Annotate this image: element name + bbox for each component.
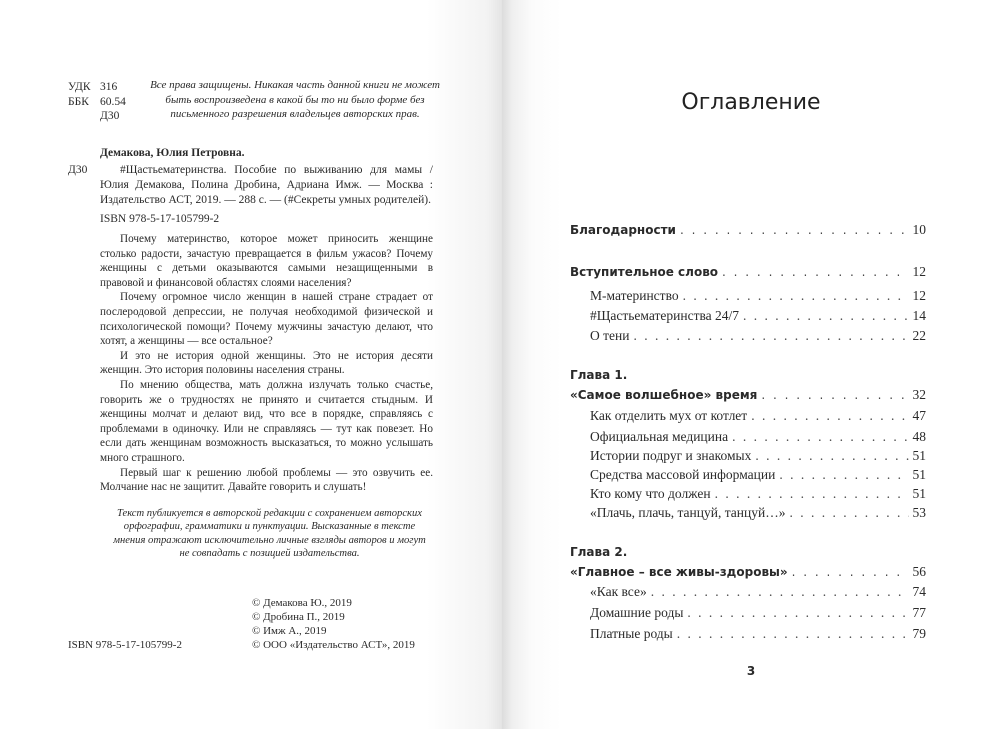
toc-entry xyxy=(590,485,926,503)
dot-leader xyxy=(680,221,909,239)
toc-label: Платные роды xyxy=(590,626,673,641)
toc-page: 47 xyxy=(912,408,926,423)
bibliographic-record: #Щастьематеринства. Пособие по выживанию для мамы / Юлия Демакова, Полина Дробина, Адриана Имж. — Москва : Издательство АСТ, 2019. — 288 с. — (#Секреты умных родителей). xyxy=(100,164,433,206)
annotation-paragraph: И это не история одной женщины. Это не история десяти женщин. Это история половины населения страны. xyxy=(100,349,433,377)
dot-leader xyxy=(761,386,908,404)
dot-leader xyxy=(651,583,909,601)
copyright-line: © Имж А., 2019 xyxy=(252,625,327,637)
toc-label: Благодарности xyxy=(570,223,676,237)
toc-entry xyxy=(590,287,926,305)
toc-label: «Плачь, плачь, танцуй, танцуй…» xyxy=(590,505,786,520)
toc-label: О тени xyxy=(590,328,630,343)
toc-label: «Главное – все живы-здоровы» xyxy=(570,565,788,579)
copyright-line: © Демакова Ю., 2019 xyxy=(252,597,352,609)
toc-entry xyxy=(590,447,926,465)
dot-leader xyxy=(789,504,908,522)
code-value: 316 xyxy=(100,81,118,93)
chapter-heading: Глава 1. xyxy=(570,368,628,382)
annotation-paragraph: По мнению общества, мать должна излучать только счастье, говорить же о трудностях не принято и считается стыдным. И женщины молчат и делают вид, что все в порядке, справляясь с проблемами в одиночку. Или не справляясь — тут как повезет. Но если дать женщинам возможность высказаться, то можно услышать много страшного. xyxy=(100,378,433,464)
dot-leader xyxy=(687,604,908,622)
dot-leader xyxy=(677,625,909,643)
toc-page: 56 xyxy=(912,564,926,579)
dot-leader xyxy=(743,307,908,325)
toc-label: Домашние роды xyxy=(590,605,684,620)
toc-label: Вступительное слово xyxy=(570,265,719,279)
toc-label: «Самое волшебное» время xyxy=(570,388,758,402)
classification-codes xyxy=(68,80,144,124)
toc-page: 32 xyxy=(912,387,926,402)
toc-page: 51 xyxy=(912,467,926,482)
annotation-paragraph: Почему материнство, которое может приносить женщине столько радости, зачастую превращается в фильм ужасов? Почему женщины с детьми оказываются самыми незащищенными в правовой и финансовой областях слоями населения? xyxy=(100,233,433,289)
toc-entry xyxy=(590,307,926,325)
toc-page: 10 xyxy=(912,222,926,237)
toc-entry xyxy=(590,428,926,446)
toc-page: 79 xyxy=(912,626,926,641)
dot-leader xyxy=(633,327,908,345)
dot-leader xyxy=(792,563,909,581)
dot-leader xyxy=(683,287,909,305)
toc-entry xyxy=(590,604,926,622)
toc-label: Средства массовой информации xyxy=(590,467,776,482)
bibliographic-entry xyxy=(68,163,433,208)
toc-page: 74 xyxy=(912,584,926,599)
toc-entry xyxy=(590,583,926,601)
toc-entry xyxy=(590,504,926,522)
chapter-heading: Глава 2. xyxy=(570,545,628,559)
toc-entry xyxy=(570,563,926,581)
copyright-block xyxy=(252,596,433,652)
toc-page: 14 xyxy=(912,308,926,323)
author-name: Демакова, Юлия Петровна. xyxy=(100,147,245,159)
annotation-paragraph: Почему огромное число женщин в нашей стране страдает от послеродовой депрессии, не получая необходимой физической и психологической помощи? Почему мужчины зачастую делают, что хотят, а женщины — все остальное? xyxy=(100,291,433,348)
toc-page: 22 xyxy=(912,328,926,343)
annotation xyxy=(68,232,433,495)
toc-label: Официальная медицина xyxy=(590,429,729,444)
code-label: УДК xyxy=(68,81,91,93)
toc-page: 12 xyxy=(912,288,926,303)
code-value: 60.54 xyxy=(100,95,126,108)
copyright-line: © ООО «Издательство АСТ», 2019 xyxy=(252,639,415,651)
toc-label: М-материнство xyxy=(590,288,679,303)
toc-page: 51 xyxy=(912,486,926,501)
catalog-code: Д30 xyxy=(68,164,88,176)
dot-leader xyxy=(732,428,908,446)
dot-leader xyxy=(722,263,908,281)
toc-entry xyxy=(570,221,926,239)
toc-page: 12 xyxy=(912,264,926,279)
rights-notice: Все права защищены. Никакая часть данной книги не может быть воспроизведена в какой бы то ни было форме без письменного разрешения владельцев авторских прав. xyxy=(150,79,440,120)
toc-entry xyxy=(590,625,926,643)
code-label: ББК xyxy=(68,95,89,108)
toc-label: «Как все» xyxy=(590,584,647,599)
toc-entry xyxy=(570,386,926,404)
toc-entry xyxy=(590,466,926,484)
annotation-paragraph: Первый шаг к решению любой проблемы — это озвучить ее. Молчание нас не защитит. Давайте говорить и слушать! xyxy=(100,466,433,494)
toc-page: 48 xyxy=(912,429,926,444)
code-value: Д30 xyxy=(100,110,120,122)
spacer xyxy=(68,561,433,596)
dot-leader xyxy=(755,447,908,465)
toc-label: #Щастьематеринства 24/7 xyxy=(590,308,740,323)
toc-page: 53 xyxy=(912,505,926,520)
toc-entry xyxy=(570,263,926,281)
dot-leader xyxy=(715,485,909,503)
editorial-note: Текст публикуется в авторской редакции с сохранением авторских орфографии, грамматики и пунктуации. Высказанные в тексте мнения отражают исключительно личные взгляды авторов и могут не совпадать с позицией издательства. xyxy=(113,507,426,560)
page-number: 3 xyxy=(746,664,756,678)
dot-leader xyxy=(751,407,908,425)
isbn: ISBN 978-5-17-105799-2 xyxy=(100,213,220,225)
right-page xyxy=(502,0,1000,729)
toc-page: 51 xyxy=(912,448,926,463)
page-title: Оглавление xyxy=(681,90,821,115)
toc-entry xyxy=(590,327,926,345)
toc-label: Как отделить мух от котлет xyxy=(590,408,748,423)
toc-label: Истории подруг и знакомых xyxy=(590,448,752,463)
isbn-bottom: ISBN 978-5-17-105799-2 xyxy=(68,639,182,651)
copyright-line: © Дробина П., 2019 xyxy=(252,611,345,623)
imprint-bottom xyxy=(68,596,433,652)
toc-entry xyxy=(590,407,926,425)
toc-page: 77 xyxy=(912,605,926,620)
dot-leader xyxy=(779,466,908,484)
imprint-column xyxy=(68,146,433,652)
toc-label: Кто кому что должен xyxy=(590,486,711,501)
